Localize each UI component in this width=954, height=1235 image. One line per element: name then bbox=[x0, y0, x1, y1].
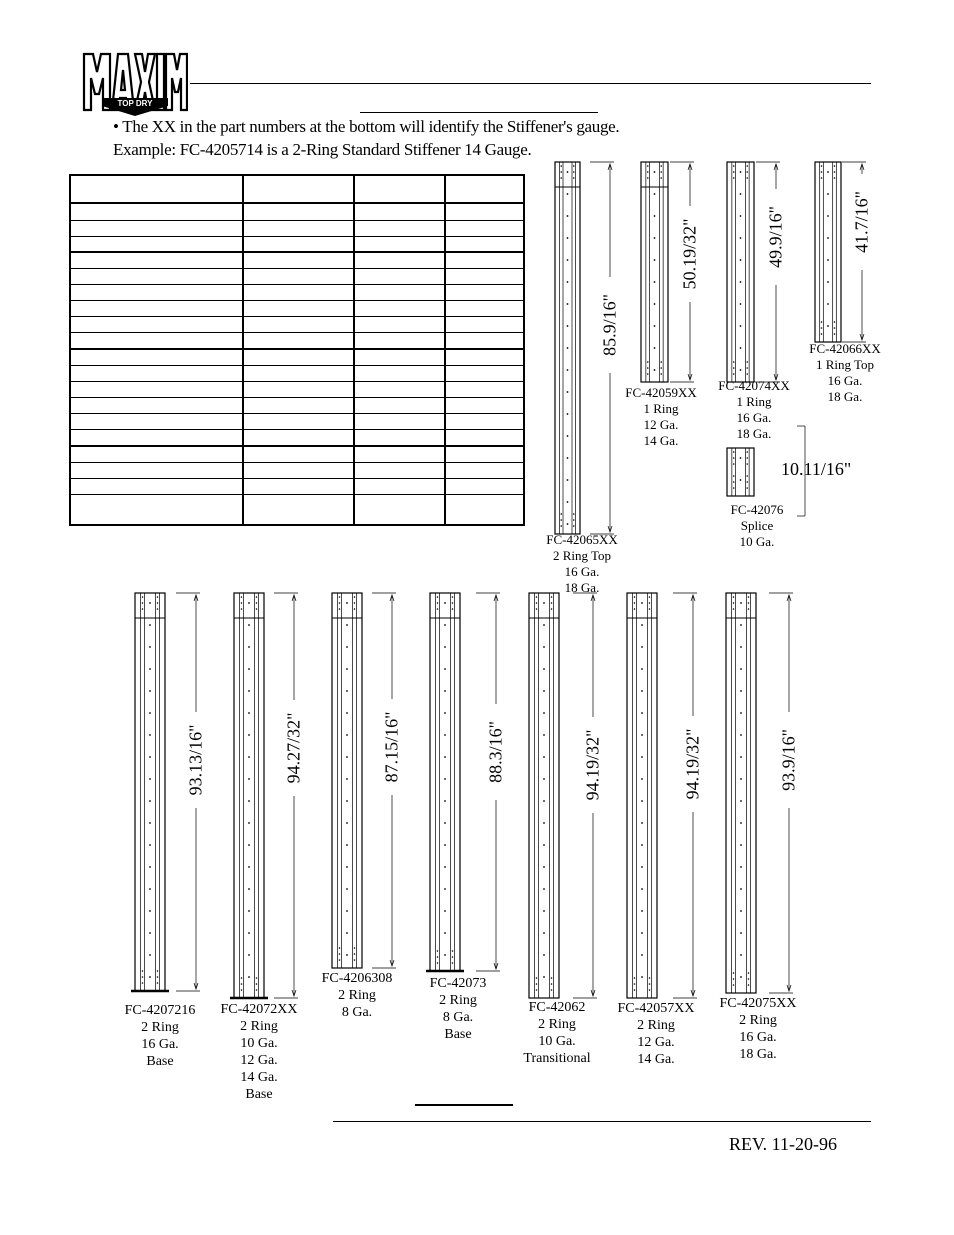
part-number: FC-42062 bbox=[528, 1000, 586, 1015]
part-spec-line: 2 Ring bbox=[141, 1020, 179, 1035]
revision-label: REV. 11-20-96 bbox=[729, 1134, 837, 1154]
part-number: FC-42075XX bbox=[719, 996, 797, 1011]
part-spec-line: 10 Ga. bbox=[240, 1036, 278, 1051]
part-spec-line: 8 Ga. bbox=[341, 1005, 373, 1020]
part-spec-line: 1 Ring Top bbox=[815, 357, 875, 372]
part-spec-line: 14 Ga. bbox=[240, 1070, 278, 1085]
top-part-label-1 bbox=[625, 385, 697, 449]
top-stiffener-4 bbox=[727, 448, 754, 496]
part-spec-line: 2 Ring bbox=[538, 1017, 576, 1032]
note-line-2: Example: FC-4205714 is a 2-Ring Standard Stiffener 14 Gauge. bbox=[113, 140, 532, 159]
part-spec-line: 14 Ga. bbox=[637, 1052, 675, 1067]
top-part-label-4 bbox=[731, 502, 784, 550]
bottom-dimension-line-6 bbox=[769, 593, 793, 993]
top-dimension-4: 10.11/16" bbox=[781, 459, 852, 479]
part-number: FC-42065XX bbox=[546, 532, 618, 547]
part-spec-line: 2 Ring bbox=[338, 988, 376, 1003]
top-dimension-2: 49.9/16" bbox=[765, 206, 786, 268]
part-number: FC-42073 bbox=[429, 976, 487, 991]
top-dimension-3: 41.7/16" bbox=[851, 191, 872, 253]
part-number: FC-4207216 bbox=[124, 1003, 196, 1018]
logo-text: MAXIM bbox=[135, 80, 139, 81]
part-spec-line: 2 Ring bbox=[439, 993, 477, 1008]
note-line-1: • The XX in the part numbers at the bottom will identify the Stiffener's gauge. bbox=[113, 117, 620, 136]
part-spec-line: 16 Ga. bbox=[739, 1030, 777, 1045]
part-spec-line: 12 Ga. bbox=[637, 1035, 675, 1050]
part-spec-line: 18 Ga. bbox=[739, 1047, 777, 1062]
bottom-stiffener-2 bbox=[332, 593, 362, 968]
bottom-stiffener-4 bbox=[529, 593, 559, 998]
part-spec-line: Base bbox=[444, 1027, 472, 1042]
part-spec-line: 18 Ga. bbox=[736, 426, 772, 441]
top-stiffener-1 bbox=[641, 162, 668, 382]
part-spec-line: 1 Ring bbox=[643, 401, 679, 416]
footer-rule bbox=[333, 1121, 871, 1122]
part-spec-line: 16 Ga. bbox=[736, 410, 772, 425]
top-part-label-3 bbox=[809, 341, 881, 405]
top-part-label-0 bbox=[546, 532, 618, 596]
bottom-part-label-4 bbox=[523, 999, 590, 1067]
bottom-part-label-6 bbox=[719, 995, 796, 1063]
bottom-part-label-5 bbox=[617, 1000, 694, 1068]
bottom-dimension-6: 93.9/16" bbox=[778, 729, 799, 791]
part-spec-line: 1 Ring bbox=[736, 394, 772, 409]
top-stiffener-0 bbox=[555, 162, 580, 534]
bottom-dimension-4: 94.19/32" bbox=[582, 729, 603, 801]
part-spec-line: Base bbox=[146, 1054, 174, 1069]
bottom-dimension-3: 88.3/16" bbox=[485, 721, 506, 783]
bottom-dimension-2: 87.15/16" bbox=[381, 711, 402, 783]
part-number: FC-42057XX bbox=[617, 1001, 695, 1016]
part-spec-line: 10 Ga. bbox=[739, 534, 775, 549]
part-spec-line: 8 Ga. bbox=[442, 1010, 474, 1025]
part-number: FC-42074XX bbox=[718, 378, 790, 393]
bottom-part-label-2 bbox=[322, 970, 393, 1021]
footer-short-rule bbox=[415, 1104, 513, 1106]
part-spec-line: 12 Ga. bbox=[240, 1053, 278, 1068]
bottom-stiffener-5 bbox=[627, 593, 657, 998]
part-spec-line: Transitional bbox=[523, 1051, 591, 1066]
part-number: FC-42066XX bbox=[809, 341, 881, 356]
bottom-dimension-line-1 bbox=[274, 593, 298, 998]
part-spec-line: 2 Ring bbox=[739, 1013, 777, 1028]
part-spec-line: 16 Ga. bbox=[827, 373, 863, 388]
part-number: FC-42072XX bbox=[220, 1002, 298, 1017]
part-spec-line: Splice bbox=[740, 518, 774, 533]
part-spec-line: 18 Ga. bbox=[827, 389, 863, 404]
part-spec-line: 2 Ring Top bbox=[552, 548, 612, 563]
part-number: FC-4206308 bbox=[321, 971, 393, 986]
bottom-stiffener-3 bbox=[426, 593, 464, 971]
part-spec-line: 2 Ring bbox=[637, 1018, 675, 1033]
bottom-dimension-1: 94.27/32" bbox=[283, 712, 304, 784]
bottom-stiffener-1 bbox=[230, 593, 268, 998]
bottom-part-label-0 bbox=[125, 1002, 196, 1070]
bottom-part-label-1 bbox=[220, 1001, 297, 1103]
part-number: FC-42076 bbox=[730, 502, 784, 517]
part-spec-line: 10 Ga. bbox=[538, 1034, 576, 1049]
part-spec-line: 16 Ga. bbox=[564, 564, 600, 579]
bottom-stiffener-0 bbox=[131, 593, 169, 991]
logo-subtext: TOP DRY bbox=[117, 99, 153, 108]
bottom-dimension-5: 94.19/32" bbox=[682, 728, 703, 800]
top-stiffener-3 bbox=[815, 162, 841, 342]
part-spec-line: 18 Ga. bbox=[564, 580, 600, 595]
part-spec-line: 16 Ga. bbox=[141, 1037, 179, 1052]
top-dimension-0: 85.9/16" bbox=[599, 294, 620, 356]
part-spec-line: 2 Ring bbox=[240, 1019, 278, 1034]
top-dimension-1: 50.19/32" bbox=[679, 218, 700, 290]
bottom-part-label-3 bbox=[430, 975, 487, 1043]
part-spec-line: 12 Ga. bbox=[643, 417, 679, 432]
top-stiffener-2 bbox=[727, 162, 754, 382]
top-dimension-line-2 bbox=[756, 162, 780, 382]
part-spec-line: 14 Ga. bbox=[643, 433, 679, 448]
top-part-label-2 bbox=[718, 378, 790, 442]
bottom-stiffener-6 bbox=[726, 593, 756, 993]
part-spec-line: Base bbox=[245, 1087, 273, 1102]
part-number: FC-42059XX bbox=[625, 385, 697, 400]
bottom-dimension-0: 93.13/16" bbox=[185, 724, 206, 796]
